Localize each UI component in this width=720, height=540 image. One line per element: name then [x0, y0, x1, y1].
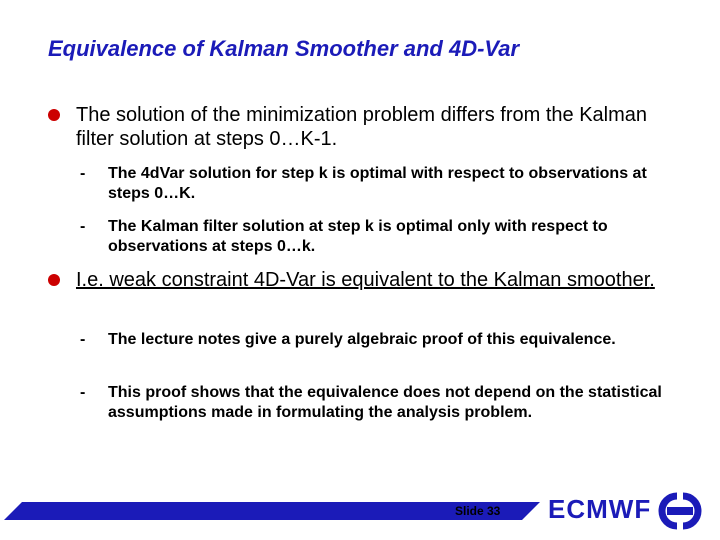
dash-icon: - [80, 218, 86, 235]
bullet-2 [48, 268, 668, 292]
ecmwf-logo-text: ECMWF [548, 494, 652, 524]
sub-bullet-1-1-text: The 4dVar solution for step k is optimal with respect to observations at steps 0…K. [108, 165, 647, 202]
sub-bullet-1-2-text: The Kalman filter solution at step k is optimal only with respect to observations at steps 0…k. [108, 218, 608, 255]
dash-icon: - [80, 331, 86, 348]
sub-bullet-2-1 [80, 330, 680, 350]
dash-icon: - [80, 165, 86, 182]
sub-bullet-2-1-text: The lecture notes give a purely algebraic proof of this equivalence. [108, 331, 616, 348]
sub-bullet-1-2 [80, 217, 680, 257]
bullet-1 [48, 103, 668, 151]
sub-bullet-1-1 [80, 164, 680, 204]
bullet-dot-icon [48, 109, 60, 121]
dash-icon: - [80, 384, 86, 401]
bullet-2-period: . [649, 269, 655, 291]
slide-number: Slide 33 [455, 504, 501, 518]
slide-title: Equivalence of Kalman Smoother and 4D-Var [48, 36, 520, 61]
bullet-2-text-wrap [76, 268, 668, 292]
bullet-2-text: I.e. weak constraint 4D-Var is equivalent to the Kalman smoother [76, 269, 650, 291]
ecmwf-logo-icon [653, 490, 707, 532]
bullet-dot-icon [48, 274, 60, 286]
bullet-1-text: The solution of the minimization problem differs from the Kalman filter solution at steps 0…K-1. [76, 104, 648, 150]
sub-bullet-2-2 [80, 383, 680, 423]
sub-bullet-2-2-text: This proof shows that the equivalence does not depend on the statistical assumptions made in formulating the analysis problem. [108, 384, 662, 421]
